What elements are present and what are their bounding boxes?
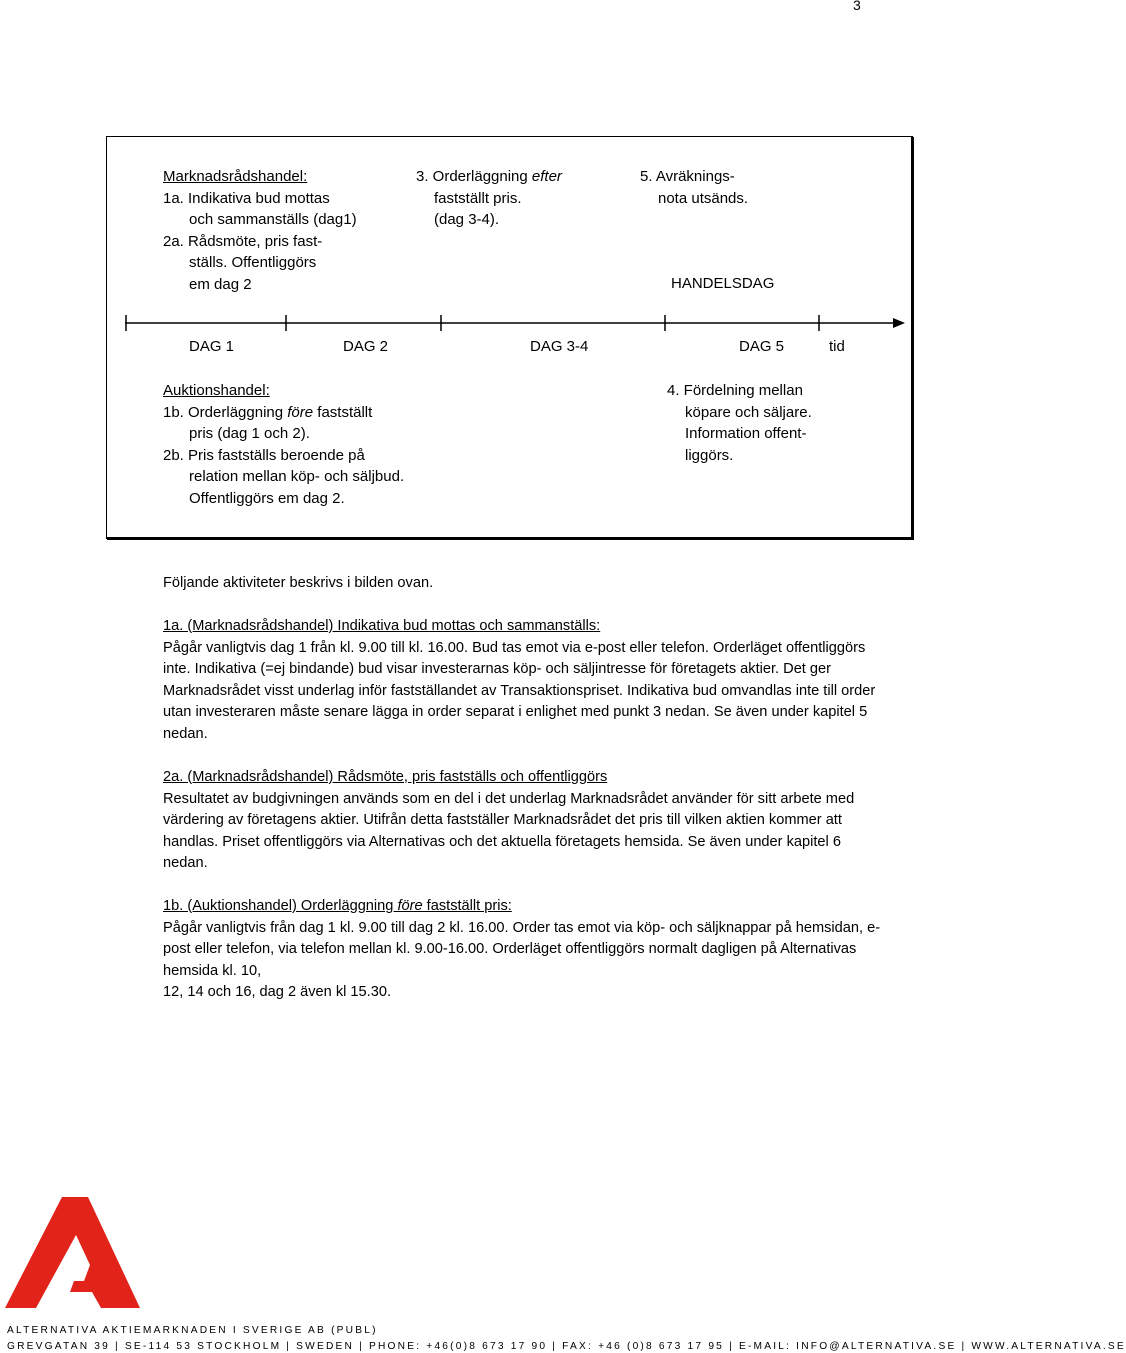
section-2a	[163, 767, 883, 875]
day-label: DAG 3-4	[530, 338, 589, 355]
order-after-line1: 3. Orderläggning efter	[416, 168, 562, 185]
day-label: DAG 2	[343, 338, 389, 355]
intro-text: Följande aktiviteter beskrivs i bilden ovan.	[163, 575, 434, 591]
market-council-line: ställs. Offentliggörs	[189, 254, 317, 271]
auction-line3: 2b. Pris fastställs beroende på	[163, 446, 365, 464]
distribution-line4: liggörs.	[685, 446, 734, 464]
market-council-line: 1a. Indikativa bud mottas	[163, 189, 330, 207]
settlement-line2: nota utsänds.	[658, 189, 749, 207]
auction-line1: 1b. Orderläggning före fastställt	[163, 403, 373, 421]
section-1a	[163, 616, 883, 745]
auction-heading: Auktionshandel:	[163, 382, 270, 399]
trading-day-label: HANDELSDAG	[671, 275, 775, 292]
auction-line4: relation mellan köp- och säljbud.	[189, 468, 405, 485]
section-1b-heading: 1b. (Auktionshandel) Orderläggning före fastställt pris:	[163, 898, 512, 914]
settlement-line1: 5. Avräknings-	[640, 168, 735, 185]
distribution-line1: 4. Fördelning mellan	[667, 382, 803, 399]
order-after-line2: fastställt pris.	[434, 189, 522, 207]
timeline-axis	[0, 310, 960, 340]
settlement-block	[640, 166, 748, 209]
footer-company: ALTERNATIVA AKTIEMARKNADEN I SVERIGE AB (PUBL)	[7, 1325, 378, 1336]
distribution-line2: köpare och säljare.	[685, 403, 812, 421]
order-after-line3: (dag 3-4).	[434, 211, 500, 228]
alternativa-logo-icon	[0, 1195, 150, 1315]
section-1b	[163, 896, 883, 1004]
page-number: 3	[853, 0, 861, 13]
section-1b-body: Pågår vanligtvis från dag 1 kl. 9.00 till dag 2 kl. 16.00. Order tas emot via köp- och säljknappar på hemsidan, e-post eller telefon, via telefon mellan kl. 9.00-16.00. Orderläget offentliggörs normalt dagligen på Alternativas hemsida kl. 10,	[163, 919, 881, 979]
auction-line2: pris (dag 1 och 2).	[189, 425, 310, 442]
market-council-line: 2a. Rådsmöte, pris fast-	[163, 232, 323, 250]
time-label: tid	[829, 338, 845, 355]
market-council-line: em dag 2	[189, 275, 252, 293]
market-council-line: och sammanställs (dag1)	[189, 211, 357, 228]
order-after-block	[416, 166, 562, 231]
section-1a-heading: 1a. (Marknadsrådshandel) Indikativa bud mottas och sammanställs:	[163, 618, 601, 634]
section-2a-heading: 2a. (Marknadsrådshandel) Rådsmöte, pris fastställs och offentliggörs	[163, 769, 608, 785]
market-council-heading: Marknadsrådshandel:	[163, 168, 308, 185]
footer-address: GREVGATAN 39 | SE-114 53 STOCKHOLM | SWEDEN | PHONE: +46(0)8 673 17 90 | FAX: +46 (0)8 673 17 95 | E-MAIL: INFO@ALTERNATIVA.SE | WWW.ALTERNATIVA.SE	[7, 1341, 1126, 1352]
section-2a-body: Resultatet av budgivningen används som en del i det underlag Marknadsrådet använder för sitt arbete med värdering av företagens aktier. Utifrån detta fastställer Marknadsrådet det pris till vilken aktien kommer att handlas. Priset offentliggörs via Alternativas och det aktuella företagets hemsida. Se även under kapitel 6 nedan.	[163, 790, 855, 871]
section-1b-body-last: 12, 14 och 16, dag 2 även kl 15.30.	[163, 984, 391, 1000]
distribution-block	[667, 380, 812, 466]
auction-block	[163, 380, 404, 509]
market-council-block	[163, 166, 357, 295]
axis-arrow-icon	[893, 318, 905, 328]
section-1a-body: Pågår vanligtvis dag 1 från kl. 9.00 till kl. 16.00. Bud tas emot via e-post eller telefon. Orderläget offentliggörs inte. Indikativa (=ej bindande) bud visar investerarnas köp- och säljintresse för företagets aktier. Det ger Marknadsrådet visst underlag inför fastställandet av Transaktionspriset. Indikativa bud omvandlas inte till order utan investeraren måste senare lägga in order separat i enlighet med punkt 3 nedan. Se även under kapitel 5 nedan.	[163, 639, 876, 742]
day-label: DAG 5	[739, 338, 785, 355]
day-label: DAG 1	[189, 338, 235, 355]
auction-line5: Offentliggörs em dag 2.	[189, 489, 345, 507]
distribution-line3: Information offent-	[685, 425, 807, 442]
